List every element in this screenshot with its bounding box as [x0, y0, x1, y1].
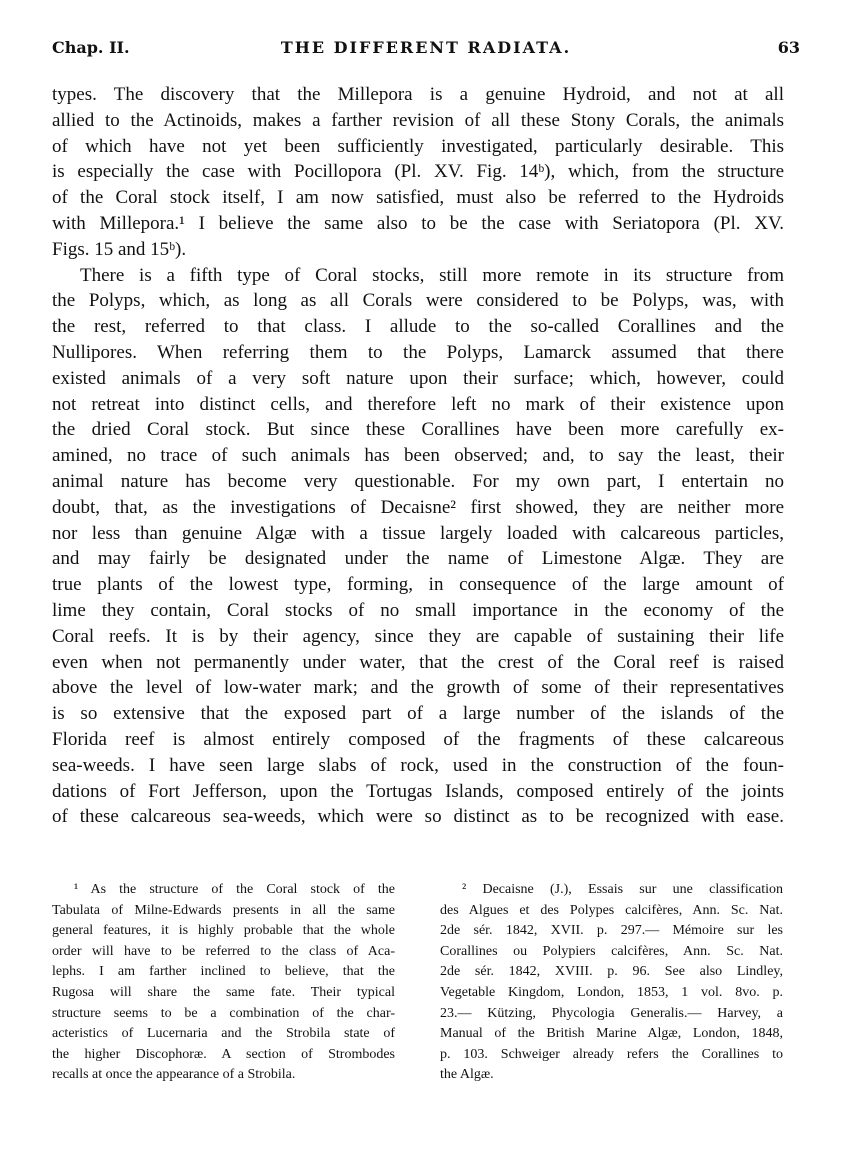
- text-line: not retreat into distinct cells, and therefore left no mark of their existence upon: [52, 393, 784, 415]
- text-line: lime they contain, Coral stocks of no small importance in the economy of the: [52, 599, 784, 621]
- text-line: with Millepora.¹ I believe the same also to be the case with Seriatopora (Pl. XV.: [52, 212, 784, 234]
- text-line: allied to the Actinoids, makes a farther revision of all these Stony Corals, the animals: [52, 109, 784, 131]
- main-text: [52, 82, 784, 830]
- text-line: of these calcareous sea-weeds, which were so distinct as to be recognized with ease.: [52, 806, 784, 828]
- footnote-line: p. 103. Schweiger already refers the Corallines to: [440, 1046, 783, 1062]
- footnote-line: 23.— Kützing, Phycologia Generalis.— Harvey, a: [440, 1005, 783, 1021]
- footnote-line: ¹ As the structure of the Coral stock of the: [74, 882, 395, 897]
- text-line: nor less than genuine Algæ with a tissue largely loaded with calcareous particles,: [52, 522, 784, 544]
- text-line: is especially the case with Pocillopora (Pl. XV. Fig. 14ᵇ), which, from the structure: [52, 161, 784, 183]
- text-line: sea-weeds. I have seen large slabs of rock, used in the construction of the foun-: [52, 754, 784, 776]
- text-line: above the level of low-water mark; and the growth of some of their representatives: [52, 677, 784, 699]
- text-line: the rest, referred to that class. I allude to the so-called Corallines and the: [52, 316, 784, 338]
- footnote-line: acteristics of Lucernaria and the Strobila state of: [52, 1026, 395, 1042]
- footnote-line: the higher Discophoræ. A section of Strombodes: [52, 1046, 395, 1062]
- paragraph-1: [52, 82, 784, 263]
- running-head: [52, 38, 800, 62]
- text-line: There is a fifth type of Coral stocks, still more remote in its structure from: [80, 264, 784, 286]
- text-line: and may fairly be designated under the name of Limestone Algæ. They are: [52, 548, 784, 570]
- paragraph-2: [52, 263, 784, 831]
- footnote-line: order will have to be referred to the class of Aca-: [52, 943, 395, 959]
- text-line: the dried Coral stock. But since these Corallines have been more carefully ex-: [52, 419, 784, 441]
- page-title: THE DIFFERENT RADIATA.: [280, 38, 572, 57]
- text-line: dations of Fort Jefferson, upon the Tortugas Islands, composed entirely of the joints: [52, 780, 784, 802]
- text-line: is so extensive that the exposed part of a large number of the islands of the: [52, 703, 784, 725]
- text-line: amined, no trace of such animals has been observed; and, to say the least, their: [52, 445, 784, 467]
- footnote-line: Corallines ou Polypiers calcifères, Ann. Sc. Nat.: [440, 943, 783, 959]
- text-line: the Polyps, which, as long as all Corals were considered to be Polyps, was, with: [52, 290, 784, 312]
- text-line: doubt, that, as the investigations of Decaisne² first showed, they are neither more: [52, 496, 784, 518]
- text-line: Coral reefs. It is by their agency, since they are capable of sustaining their life: [52, 625, 784, 647]
- footnote-line: Tabulata of Milne-Edwards presents in all the same: [52, 902, 395, 918]
- footnote-line: 2de sér. 1842, XVII. p. 297.— Mémoire sur les: [440, 923, 783, 939]
- footnote-line: structure seems to be a combination of the char-: [52, 1005, 395, 1021]
- footnote-line: Vegetable Kingdom, London, 1853, 1 vol. 8vo. p.: [440, 984, 783, 1000]
- text-line: of the Coral stock itself, I am now satisfied, must also be referred to the Hydroids: [52, 187, 784, 209]
- page-number: 63: [777, 38, 800, 57]
- footnote-line: Manual of the British Marine Algæ, London, 1848,: [440, 1026, 783, 1042]
- chapter-label: Chap. II.: [52, 38, 130, 57]
- footnote-2: [440, 880, 783, 1086]
- text-line: even when not permanently under water, that the crest of the Coral reef is raised: [52, 651, 784, 673]
- footnote-line: lephs. I am farther inclined to believe, that the: [52, 964, 395, 980]
- footnote-line: general features, it is highly probable that the whole: [52, 923, 395, 939]
- text-line: of which have not yet been sufficiently investigated, particularly desirable. This: [52, 135, 784, 157]
- footnote-line: recalls at once the appearance of a Strobila.: [52, 1067, 296, 1083]
- text-line: true plants of the lowest type, forming, in consequence of the large amount of: [52, 574, 784, 596]
- footnote-1: [52, 880, 395, 1086]
- text-line: Florida reef is almost entirely composed of the fragments of these calcareous: [52, 728, 784, 750]
- footnote-line: 2de sér. 1842, XVIII. p. 96. See also Lindley,: [440, 964, 783, 980]
- footnote-line: des Algues et des Polypes calcifères, Ann. Sc. Nat.: [440, 902, 783, 918]
- text-line: Nullipores. When referring them to the Polyps, Lamarck assumed that there: [52, 341, 784, 363]
- text-line: Figs. 15 and 15ᵇ).: [52, 238, 187, 260]
- text-line: animal nature has become very questionable. For my own part, I entertain no: [52, 470, 784, 492]
- text-line: existed animals of a very soft nature upon their surface; which, however, could: [52, 367, 784, 389]
- text-line: types. The discovery that the Millepora is a genuine Hydroid, and not at all: [52, 84, 784, 105]
- footnote-line: the Algæ.: [440, 1067, 494, 1083]
- footnote-line: Rugosa will share the same fate. Their typical: [52, 984, 395, 1000]
- footnote-line: ² Decaisne (J.), Essais sur une classification: [462, 882, 783, 897]
